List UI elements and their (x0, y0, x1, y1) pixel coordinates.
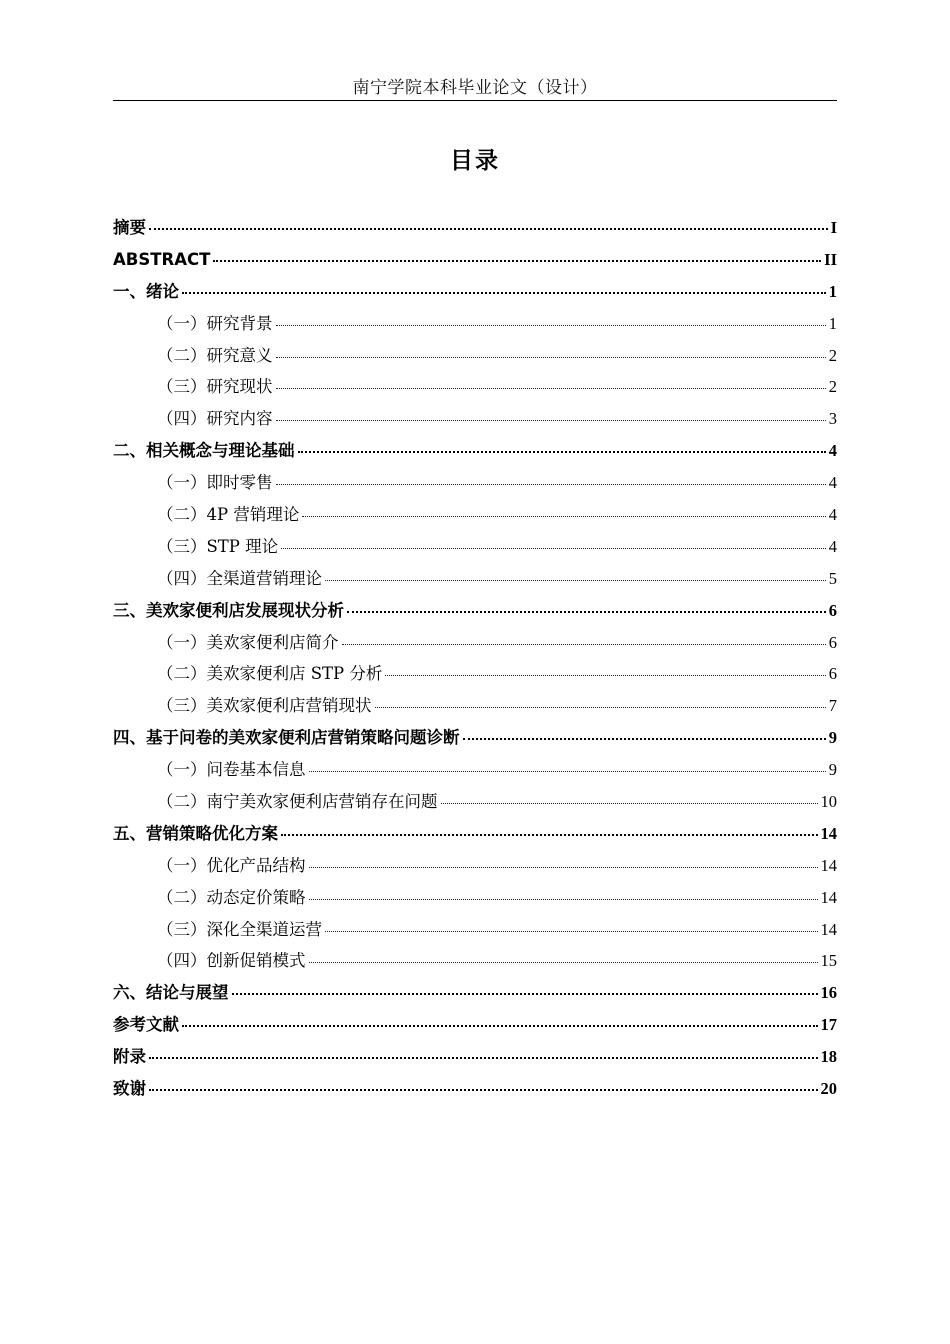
toc-entry-section[interactable] (113, 371, 837, 403)
toc-dot-leader (276, 312, 826, 329)
toc-dot-leader (149, 217, 828, 234)
toc-entry-page-number: 1 (828, 313, 837, 333)
toc-entry-page-number: 3 (828, 409, 837, 429)
toc-title: 目录 (450, 148, 500, 174)
toc-entry-section[interactable] (113, 754, 837, 786)
toc-dot-leader (232, 982, 818, 999)
running-header: 南宁学院本科毕业论文（设计） (352, 78, 598, 98)
toc-entry-label: （一）问卷基本信息 (157, 760, 306, 780)
toc-entry-label: （二）南宁美欢家便利店营销存在问题 (157, 792, 438, 812)
toc-dot-leader (375, 695, 826, 712)
toc-dot-leader (347, 599, 826, 616)
toc-entry-page-number: 14 (820, 823, 837, 843)
toc-dot-leader (302, 504, 825, 521)
toc-entry-page-number: 7 (828, 696, 837, 716)
header-rule (113, 100, 837, 101)
toc-entry-label: 摘要 (113, 218, 146, 237)
toc-entry-page-number: 9 (828, 728, 837, 748)
toc-entry-label: （三）深化全渠道运营 (157, 919, 322, 939)
toc-entry-chapter[interactable] (113, 276, 837, 308)
toc-dot-leader (325, 567, 826, 584)
toc-dot-leader (149, 1078, 818, 1095)
toc-entry-section[interactable] (113, 786, 837, 818)
toc-entry-label: （四）全渠道营销理论 (157, 568, 322, 588)
toc-entry-chapter[interactable] (113, 818, 837, 850)
toc-entry-page-number: 2 (828, 377, 837, 397)
toc-entry-label: 附录 (113, 1047, 146, 1067)
toc-entry-section[interactable] (113, 627, 837, 659)
toc-entry-page-number: 4 (828, 536, 837, 556)
toc-entry-chapter[interactable] (113, 1041, 837, 1073)
toc-dot-leader (182, 1014, 818, 1031)
toc-dot-leader (276, 344, 826, 361)
toc-entry-page-number: 1 (828, 281, 837, 301)
toc-dot-leader (342, 631, 826, 648)
toc-entry-page-number: 6 (828, 664, 837, 684)
toc-entry-chapter[interactable] (113, 722, 837, 754)
toc-dot-leader (276, 472, 826, 489)
toc-dot-leader (441, 791, 818, 808)
toc-entry-label: 三、美欢家便利店发展现状分析 (113, 600, 344, 620)
toc-entry-section[interactable] (113, 531, 837, 563)
toc-entry-label: （二）4P 营销理论 (157, 505, 300, 525)
toc-entry-label: （一）优化产品结构 (157, 855, 306, 875)
toc-dot-leader (182, 280, 826, 297)
toc-dot-leader (281, 822, 818, 839)
toc-entry-page-number: 5 (828, 568, 837, 588)
toc-entry-page-number: 15 (820, 951, 837, 971)
toc-entry-label: （四）创新促销模式 (157, 951, 306, 971)
toc-entry-section[interactable] (113, 340, 837, 372)
toc-entry-label: （二）动态定价策略 (157, 887, 306, 907)
toc-entry-section[interactable] (113, 467, 837, 499)
toc-entry-label: 四、基于问卷的美欢家便利店营销策略问题诊断 (113, 728, 460, 748)
toc-dot-leader (149, 1046, 818, 1063)
toc-entry-label: 六、结论与展望 (113, 983, 229, 1003)
toc-entry-section[interactable] (113, 563, 837, 595)
toc-entry-page-number: 20 (820, 1079, 837, 1099)
toc-entry-page-number: 6 (828, 632, 837, 652)
toc-entry-page-number: 2 (828, 345, 837, 365)
toc-entry-section[interactable] (113, 850, 837, 882)
toc-entry-page-number: 6 (828, 600, 837, 620)
toc-entry-label: （一）即时零售 (157, 473, 273, 493)
toc-entry-page-number: 4 (828, 441, 837, 461)
toc-dot-leader (276, 376, 826, 393)
table-of-contents (113, 212, 837, 1105)
toc-dot-leader (309, 759, 826, 776)
toc-entry-section[interactable] (113, 882, 837, 914)
toc-entry-page-number: II (824, 249, 837, 269)
toc-entry-chapter[interactable] (113, 595, 837, 627)
toc-entry-page-number: 17 (820, 1015, 837, 1035)
toc-entry-section[interactable] (113, 308, 837, 340)
toc-entry-label: （二）美欢家便利店 STP 分析 (157, 664, 383, 684)
toc-entry-chapter[interactable] (113, 244, 837, 276)
toc-entry-section[interactable] (113, 499, 837, 531)
toc-dot-leader (309, 886, 818, 903)
toc-entry-label: （四）研究内容 (157, 409, 273, 429)
toc-entry-label: （一）美欢家便利店简介 (157, 632, 339, 652)
toc-entry-label: 一、绪论 (113, 281, 179, 301)
toc-entry-label: （三）STP 理论 (157, 536, 279, 556)
toc-dot-leader (463, 727, 826, 744)
toc-dot-leader (325, 918, 818, 935)
toc-entry-label: （三）美欢家便利店营销现状 (157, 696, 372, 716)
toc-entry-label: （三）研究现状 (157, 377, 273, 397)
toc-entry-page-number: 14 (820, 855, 837, 875)
toc-entry-page-number: 4 (828, 473, 837, 493)
toc-entry-label: 致谢 (113, 1079, 146, 1099)
toc-entry-label: （一）研究背景 (157, 313, 273, 333)
toc-dot-leader (276, 408, 826, 425)
toc-entry-section[interactable] (113, 403, 837, 435)
toc-dot-leader (309, 854, 818, 871)
toc-entry-page-number: 10 (820, 792, 837, 812)
toc-entry-label: 二、相关概念与理论基础 (113, 441, 295, 461)
toc-entry-page-number: 18 (820, 1047, 837, 1067)
toc-dot-leader (213, 248, 821, 265)
toc-entry-page-number: 4 (828, 505, 837, 525)
toc-entry-chapter[interactable] (113, 1073, 837, 1105)
toc-entry-label: 五、营销策略优化方案 (113, 823, 278, 843)
toc-entry-section[interactable] (113, 945, 837, 977)
toc-entry-label: ABSTRACT (113, 249, 211, 269)
toc-dot-leader (385, 663, 825, 680)
toc-entry-page-number: 16 (820, 983, 837, 1003)
toc-entry-page-number: 9 (828, 760, 837, 780)
toc-entry-chapter[interactable] (113, 212, 837, 244)
toc-entry-section[interactable] (113, 690, 837, 722)
toc-entry-label: 参考文献 (113, 1015, 179, 1035)
toc-dot-leader (281, 535, 826, 552)
toc-entry-page-number: I (830, 218, 837, 237)
toc-entry-chapter[interactable] (113, 1009, 837, 1041)
toc-entry-section[interactable] (113, 914, 837, 946)
toc-dot-leader (298, 440, 826, 457)
toc-entry-chapter[interactable] (113, 977, 837, 1009)
toc-entry-page-number: 14 (820, 919, 837, 939)
toc-entry-chapter[interactable] (113, 435, 837, 467)
toc-entry-section[interactable] (113, 658, 837, 690)
toc-dot-leader (309, 950, 818, 967)
toc-entry-label: （二）研究意义 (157, 345, 273, 365)
toc-entry-page-number: 14 (820, 887, 837, 907)
